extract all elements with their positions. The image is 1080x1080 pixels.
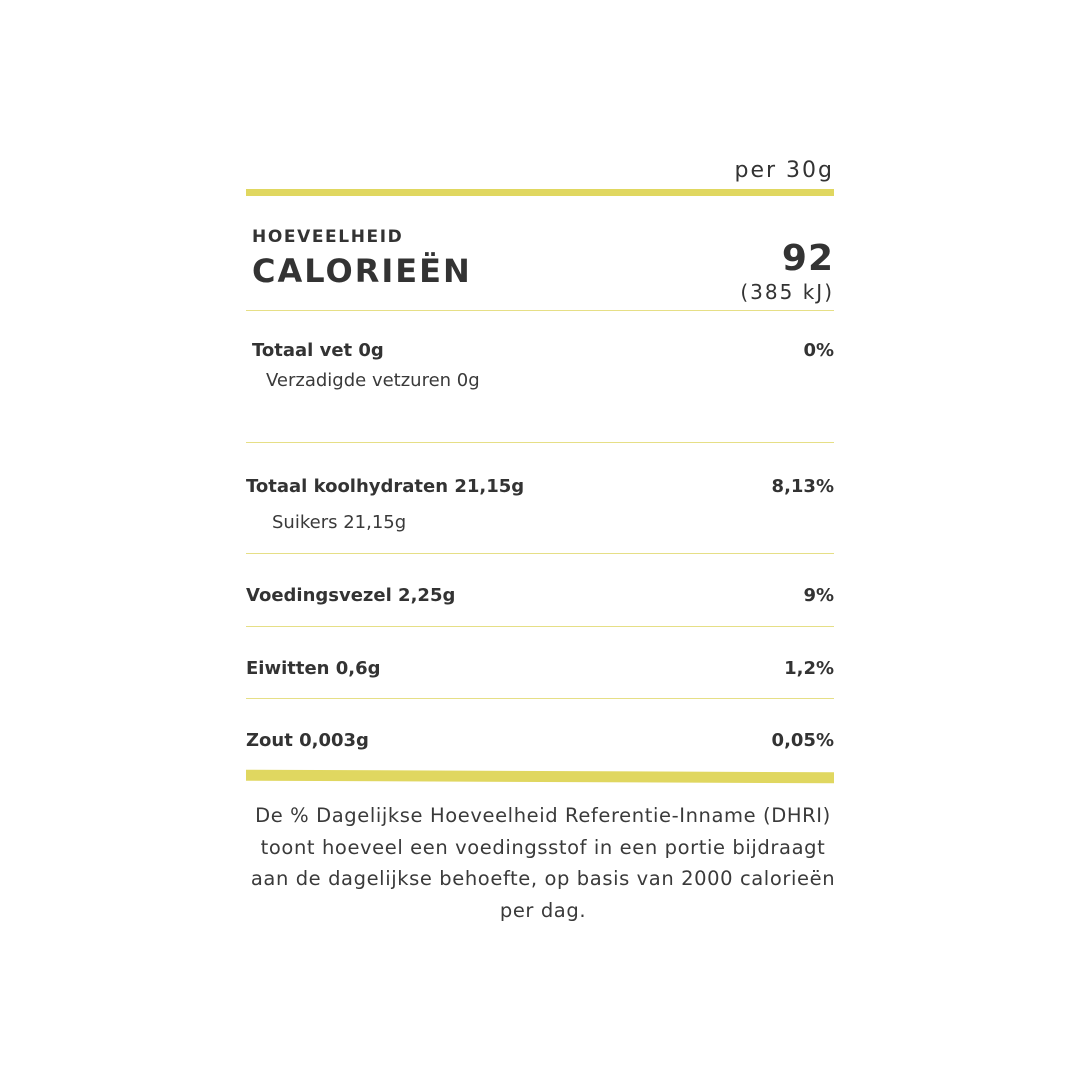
calories-value: 92 xyxy=(781,238,834,279)
nutrient-carbs-label: Totaal koolhydraten 21,15g xyxy=(246,476,525,497)
divider xyxy=(246,442,834,443)
divider xyxy=(246,698,834,699)
amount-heading: HOEVEELHEID xyxy=(252,227,404,247)
nutrient-fiber-label: Voedingsvezel 2,25g xyxy=(246,585,456,606)
dhri-footnote: De % Dagelijkse Hoeveelheid Referentie-Inname (DHRI) toont hoeveel een voedingsstof in een portie bijdraagt aan de dagelijkse behoefte, op basis van 2000 calorieën per dag. xyxy=(250,804,836,922)
nutrient-protein-pct: 1,2% xyxy=(784,658,834,679)
nutrient-protein-label: Eiwitten 0,6g xyxy=(246,658,381,679)
nutrient-saturated-fat: Verzadigde vetzuren 0g xyxy=(266,370,480,391)
divider xyxy=(246,310,834,311)
calories-kj: (385 kJ) xyxy=(740,280,834,304)
nutrient-salt-pct: 0,05% xyxy=(771,730,834,751)
nutrient-fiber-pct: 9% xyxy=(803,585,834,606)
calories-label: CALORIEËN xyxy=(252,252,472,290)
divider xyxy=(246,626,834,627)
nutrient-salt-label: Zout 0,003g xyxy=(246,730,369,751)
top-accent-bar xyxy=(246,189,834,196)
serving-size: per 30g xyxy=(734,158,834,183)
nutrient-sugars: Suikers 21,15g xyxy=(272,512,407,533)
nutrient-fat-label: Totaal vet 0g xyxy=(252,340,384,361)
divider xyxy=(246,553,834,554)
nutrition-facts-panel xyxy=(246,0,834,1080)
nutrient-carbs-pct: 8,13% xyxy=(771,476,834,497)
nutrient-fat-pct: 0% xyxy=(803,340,834,361)
bottom-accent-bar xyxy=(246,770,834,784)
